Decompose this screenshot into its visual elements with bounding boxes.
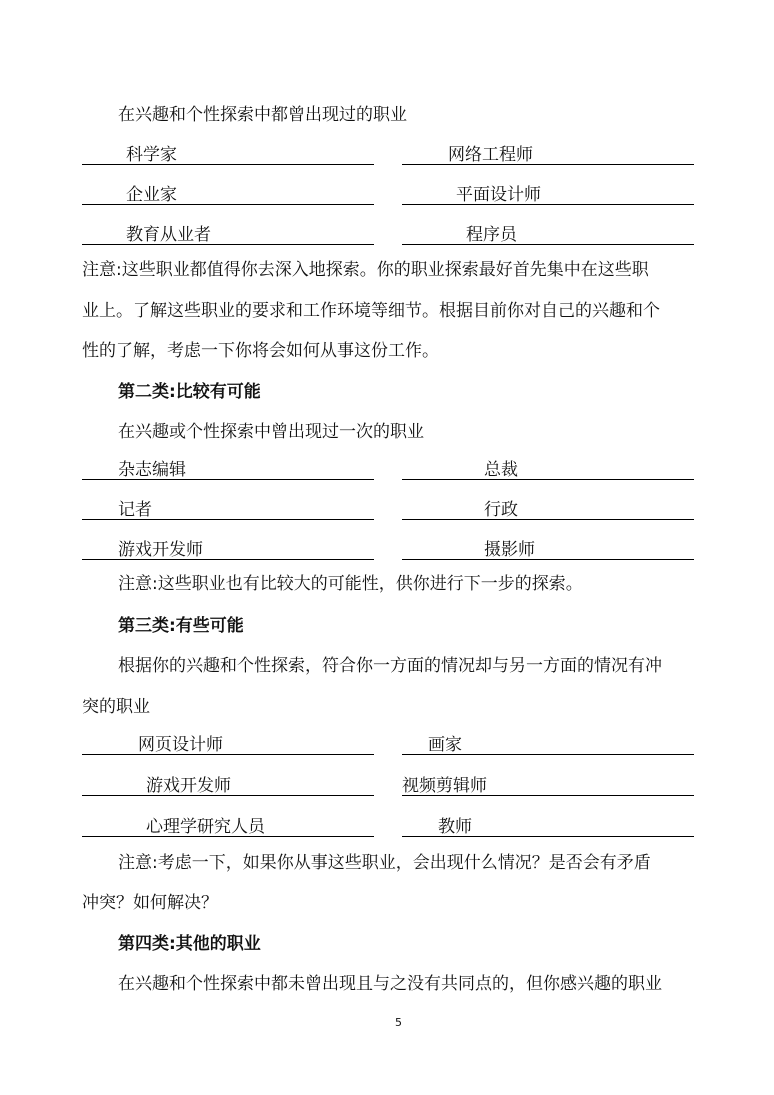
blank-right-6[interactable] — [402, 539, 694, 561]
blank-right-7[interactable] — [402, 734, 694, 756]
job-name: 视频剪辑师 — [402, 776, 487, 796]
underline — [82, 519, 374, 520]
blank-left-9[interactable] — [82, 816, 374, 838]
section1-note-line2: 业上。了解这些职业的要求和工作环境等细节。根据目前你对自己的兴趣和个 — [82, 301, 660, 321]
blank-left-2[interactable] — [82, 184, 374, 206]
underline — [402, 519, 694, 520]
underline — [82, 754, 374, 755]
blank-left-3[interactable] — [82, 224, 374, 246]
underline — [82, 244, 374, 245]
job-name: 行政 — [484, 500, 518, 520]
blank-right-9[interactable] — [402, 816, 694, 838]
blank-right-3[interactable] — [402, 224, 694, 246]
page-number: 5 — [395, 1016, 402, 1029]
blank-right-8[interactable] — [402, 775, 694, 797]
section1-note-line1: 注意:这些职业都值得你去深入地探索。你的职业探索最好首先集中在这些职 — [82, 260, 649, 280]
section4-intro: 在兴趣和个性探索中都未曾出现且与之没有共同点的，但你感兴趣的职业 — [118, 974, 662, 994]
underline — [402, 836, 694, 837]
blank-left-6[interactable] — [82, 539, 374, 561]
blank-right-2[interactable] — [402, 184, 694, 206]
blank-left-4[interactable] — [82, 459, 374, 481]
underline — [402, 204, 694, 205]
section3-heading: 第三类:有些可能 — [118, 616, 244, 636]
job-name: 摄影师 — [484, 540, 535, 560]
job-name: 教育从业者 — [126, 225, 211, 245]
job-name: 科学家 — [126, 145, 177, 165]
section2-note: 注意:这些职业也有比较大的可能性，供你进行下一步的探索。 — [118, 574, 583, 594]
blank-left-8[interactable] — [82, 775, 374, 797]
job-name: 教师 — [438, 817, 472, 837]
underline — [402, 479, 694, 480]
section3-intro-line1: 根据你的兴趣和个性探索，符合你一方面的情况却与另一方面的情况有冲 — [118, 656, 662, 676]
blank-left-7[interactable] — [82, 734, 374, 756]
job-name: 游戏开发师 — [146, 776, 231, 796]
job-name: 企业家 — [126, 185, 177, 205]
section3-note-line1: 注意:考虑一下，如果你从事这些职业，会出现什么情况？是否会有矛盾 — [118, 853, 651, 873]
job-name: 总裁 — [484, 460, 518, 480]
job-name: 杂志编辑 — [118, 460, 186, 480]
underline — [82, 479, 374, 480]
job-name: 游戏开发师 — [118, 540, 203, 560]
section3-note-line2: 冲突？如何解决？ — [82, 893, 218, 913]
underline — [82, 795, 374, 796]
underline — [82, 836, 374, 837]
underline — [402, 795, 694, 796]
underline — [402, 164, 694, 165]
job-name: 记者 — [118, 500, 152, 520]
blank-right-1[interactable] — [402, 144, 694, 166]
job-name: 平面设计师 — [456, 185, 541, 205]
blank-right-4[interactable] — [402, 459, 694, 481]
section1-note-line3: 性的了解，考虑一下你将会如何从事这份工作。 — [82, 341, 439, 361]
section4-heading: 第四类:其他的职业 — [118, 934, 261, 954]
underline — [402, 244, 694, 245]
underline — [82, 164, 374, 165]
underline — [402, 559, 694, 560]
blank-left-1[interactable] — [82, 144, 374, 166]
section1-intro: 在兴趣和个性探索中都曾出现过的职业 — [118, 105, 407, 125]
job-name: 网络工程师 — [448, 145, 533, 165]
blank-right-5[interactable] — [402, 499, 694, 521]
job-name: 网页设计师 — [138, 735, 223, 755]
job-name: 心理学研究人员 — [146, 817, 265, 837]
underline — [82, 204, 374, 205]
section2-intro: 在兴趣或个性探索中曾出现过一次的职业 — [118, 422, 424, 442]
underline — [402, 754, 694, 755]
underline — [82, 559, 374, 560]
section2-heading: 第二类:比较有可能 — [118, 382, 261, 402]
section3-intro-line2: 突的职业 — [82, 697, 150, 717]
job-name: 程序员 — [466, 225, 517, 245]
blank-left-5[interactable] — [82, 499, 374, 521]
job-name: 画家 — [428, 735, 462, 755]
